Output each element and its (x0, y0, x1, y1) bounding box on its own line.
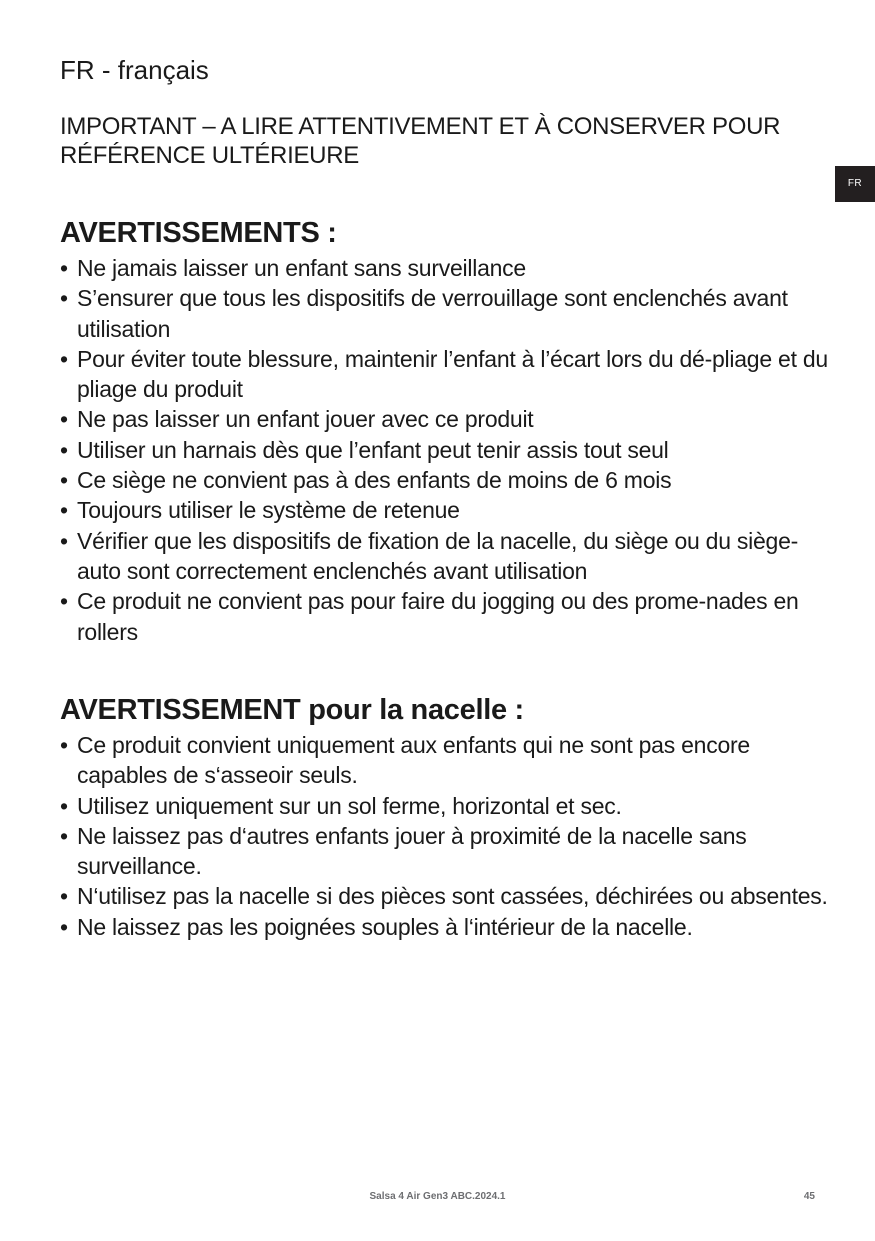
carrycot-warning-title: AVERTISSEMENT pour la nacelle : (60, 694, 524, 726)
list-item: • Pour éviter toute blessure, maintenir l’enfant à l’écart lors du dé-pliage et du pliage du produit (60, 344, 830, 405)
list-item: • Utilisez uniquement sur un sol ferme, horizontal et sec. (60, 791, 830, 821)
warnings-list (60, 253, 830, 647)
list-item: • Ce produit ne convient pas pour faire du jogging ou des prome-nades en rollers (60, 586, 830, 647)
language-tab: FR (835, 166, 875, 202)
list-item: • Utiliser un harnais dès que l’enfant peut tenir assis tout seul (60, 435, 830, 465)
carrycot-warnings-list (60, 730, 830, 942)
list-item: • Ne laissez pas les poignées souples à l‘intérieur de la nacelle. (60, 912, 830, 942)
page-number: 45 (803, 1191, 815, 1202)
list-item: • Toujours utiliser le système de retenue (60, 495, 830, 525)
list-item: • Vérifier que les dispositifs de fixation de la nacelle, du siège ou du siège-auto sont correctement enclenchés avant utilisation (60, 526, 830, 587)
footer-document-id: Salsa 4 Air Gen3 ABC.2024.1 (369, 1191, 506, 1202)
list-item: • Ce siège ne convient pas à des enfants de moins de 6 mois (60, 465, 830, 495)
list-item: • Ne laissez pas d‘autres enfants jouer à proximité de la nacelle sans surveillance. (60, 821, 830, 882)
list-item: • N‘utilisez pas la nacelle si des pièces sont cassées, déchirées ou absentes. (60, 881, 830, 911)
list-item: • Ne jamais laisser un enfant sans surveillance (60, 253, 830, 283)
list-item: • S’ensurer que tous les dispositifs de verrouillage sont enclenchés avant utilisation (60, 283, 830, 344)
warnings-title: AVERTISSEMENTS : (60, 217, 337, 249)
language-header: FR - français (60, 55, 209, 85)
important-notice: IMPORTANT – A LIRE ATTENTIVEMENT ET À CONSERVER POUR RÉFÉRENCE ULTÉRIEURE (60, 113, 781, 169)
list-item: • Ne pas laisser un enfant jouer avec ce produit (60, 404, 830, 434)
list-item: • Ce produit convient uniquement aux enfants qui ne sont pas encore capables de s‘asseoir seuls. (60, 730, 830, 791)
